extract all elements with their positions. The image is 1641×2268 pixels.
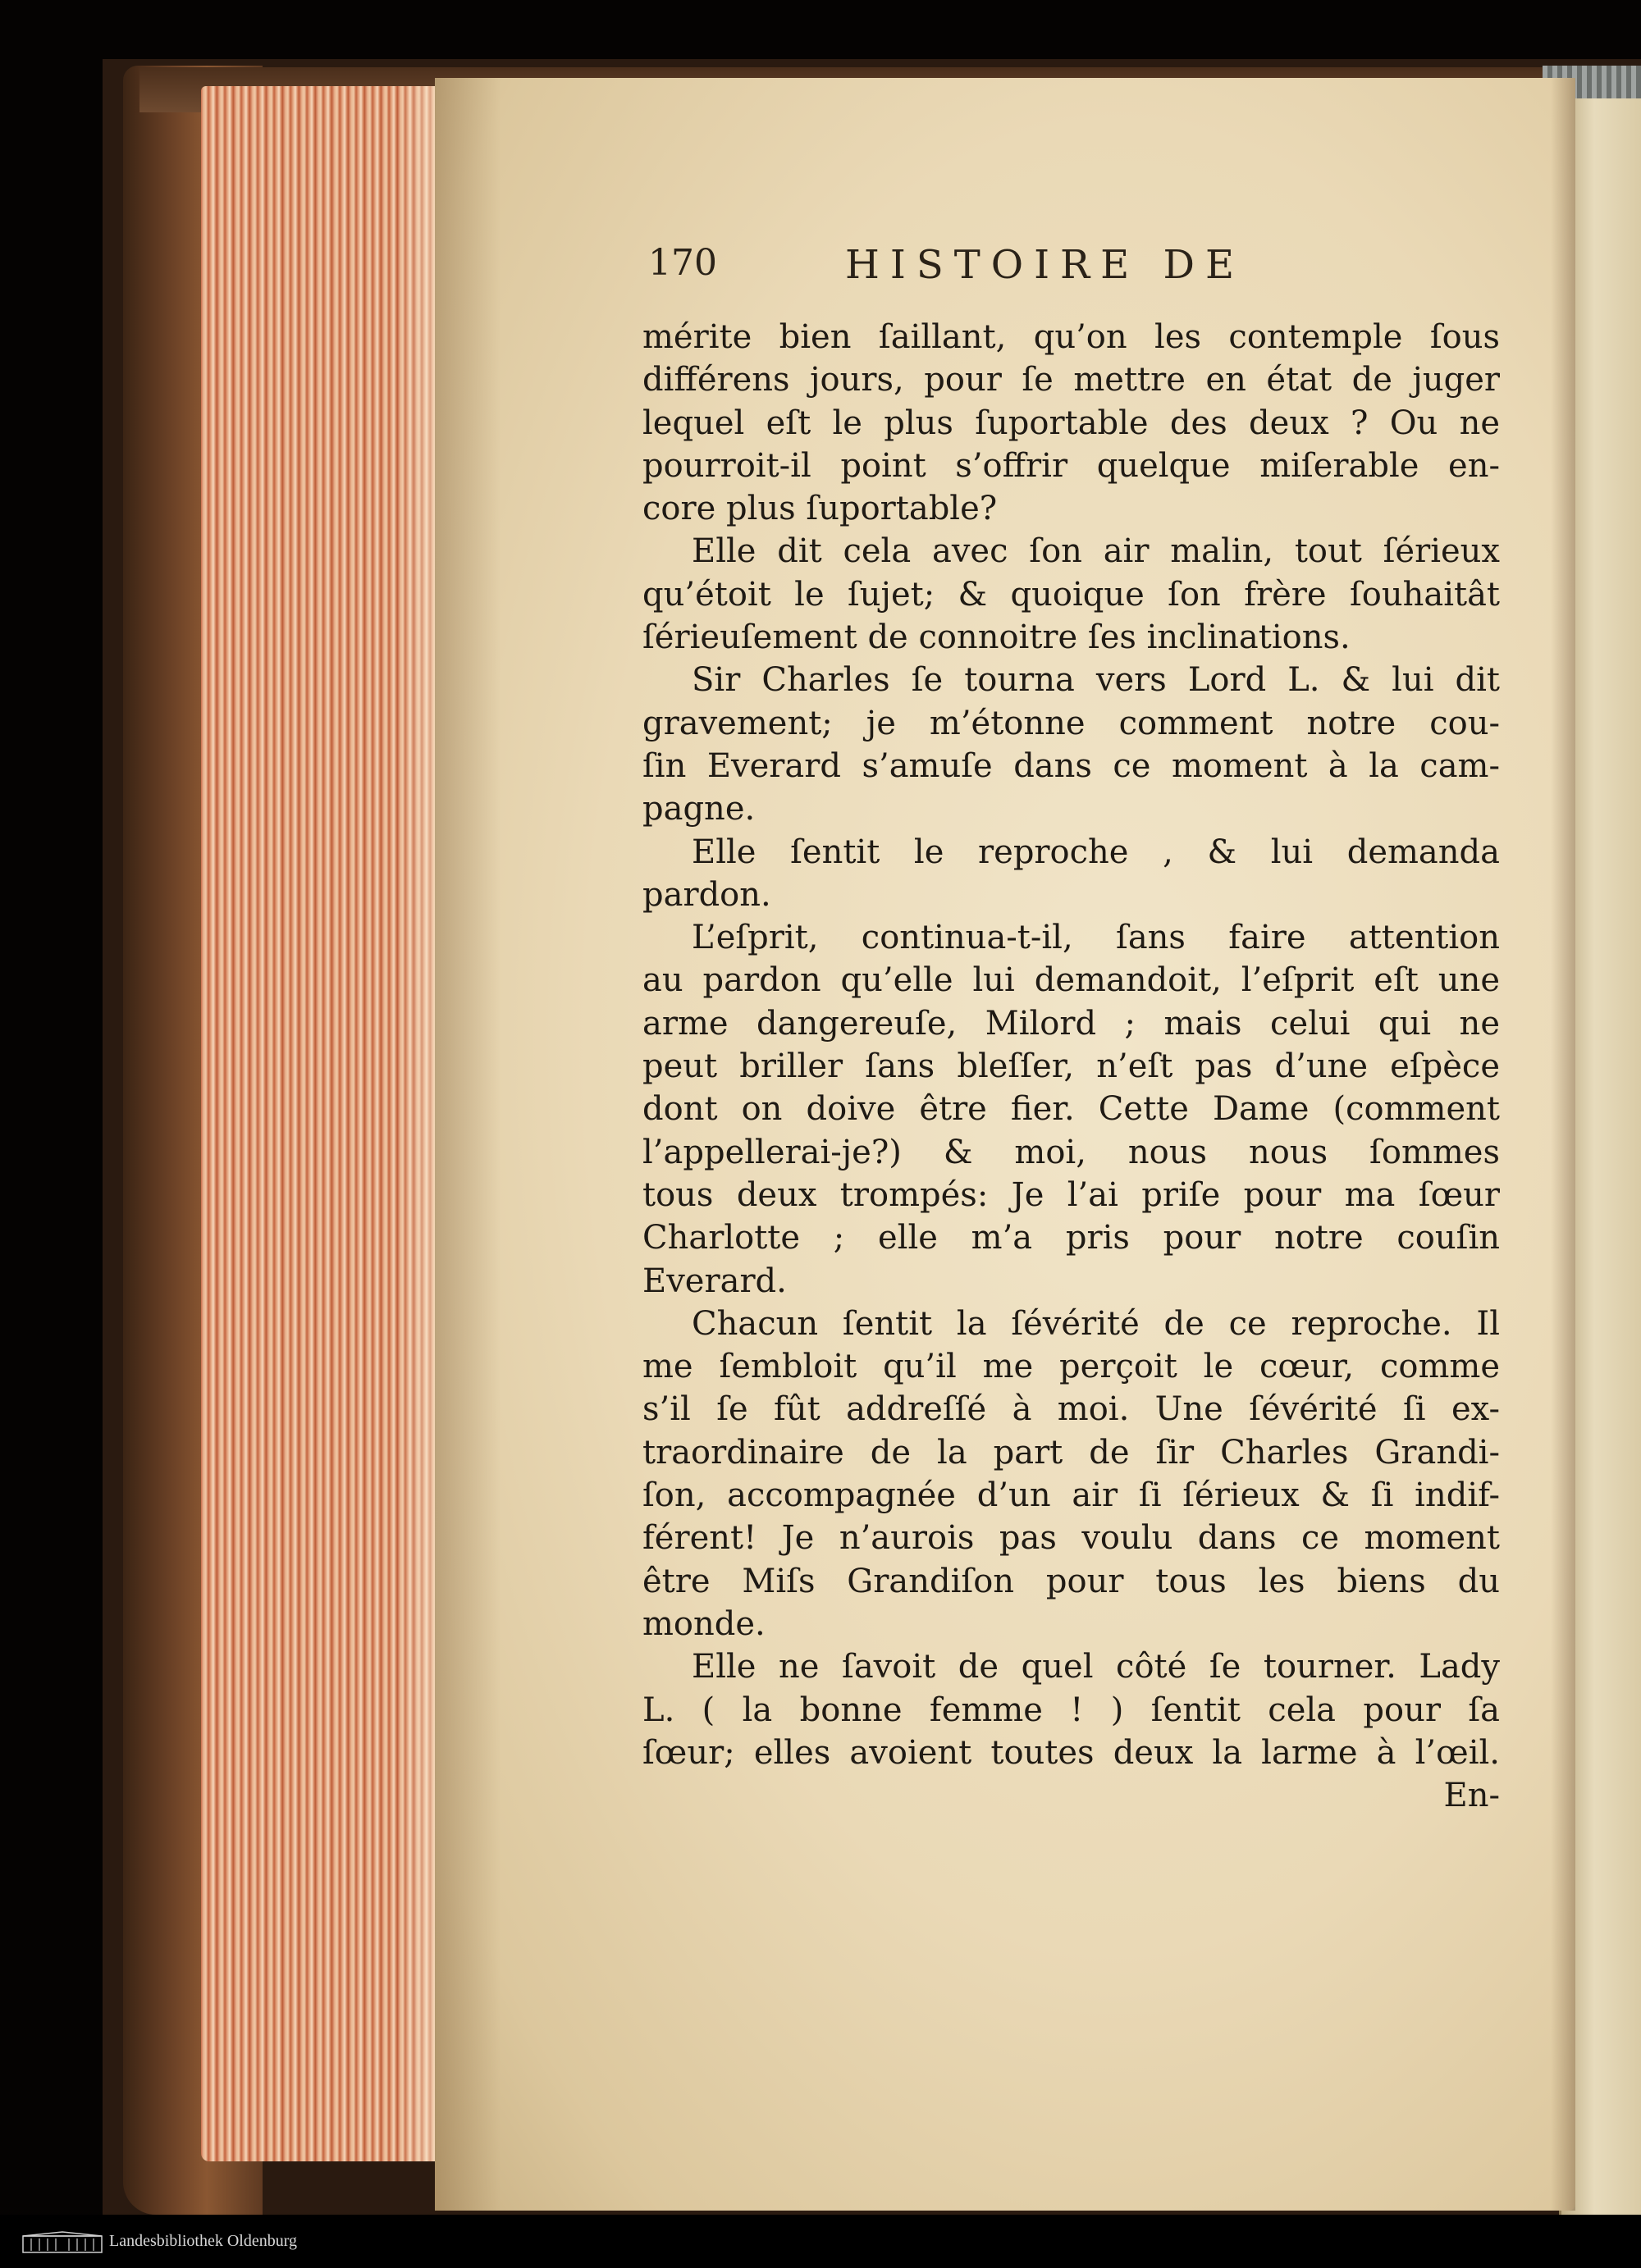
library-building-icon (21, 2231, 103, 2254)
text-line: pagne. (642, 790, 756, 828)
text-line: Charlotte ; elle m’a pris pour notre couſin (642, 1219, 1500, 1257)
text-line: traordinaire de la part de ſir Charles Grandi- (642, 1433, 1500, 1472)
text-line: Elle dit cela avec ſon air malin, tout ſérieux (692, 532, 1500, 571)
text-line: s’il ſe fût addreſſé à moi. Une ſévérité ſi ex- (642, 1390, 1500, 1429)
text-line: peut briller ſans bleſſer, n’eſt pas d’une eſpèce (642, 1047, 1500, 1086)
text-line: core plus ſuportable? (642, 490, 998, 528)
library-name: Landesbibliothek Oldenburg (109, 2232, 298, 2250)
text-line: L. ( la bonne femme ! ) ſentit cela pour ſa (642, 1691, 1500, 1729)
text-line: l’appellerai-je?) & moi, nous nous ſommes (642, 1133, 1500, 1171)
running-title: HISTOIRE DE (845, 242, 1245, 288)
text-line: Elle ne ſavoit de quel côté ſe tourner. Lady (692, 1648, 1500, 1686)
footer-bar (0, 2215, 1641, 2268)
text-line: Elle ſentit le reproche , & lui demanda (692, 833, 1500, 871)
text-line: différens jours, pour ſe mettre en état de juger (642, 361, 1500, 399)
text-line: lequel eſt le plus ſuportable des deux ? Ou ne (642, 404, 1500, 442)
text-line: pourroit-il point s’offrir quelque miſerable en- (642, 446, 1500, 485)
text-line: qu’étoit le ſujet; & quoique ſon frère ſouhaitât (642, 575, 1500, 614)
text-line: Sir Charles ſe tourna vers Lord L. & lui dit (692, 661, 1500, 700)
text-line: pardon. (642, 875, 771, 914)
text-line: être Miſs Grandiſon pour tous les biens du (642, 1562, 1500, 1600)
text-line: mérite bien ſaillant, qu’on les contemple ſous (642, 318, 1500, 356)
text-line: ſérieuſement de connoitre ſes inclinations. (642, 618, 1351, 657)
text-line: Everard. (642, 1262, 787, 1300)
text-line: gravement; je m’étonne comment notre cou- (642, 704, 1500, 742)
text-line: L’eſprit, continua-t-il, ſans faire attention (692, 919, 1500, 957)
catchword: En- (1443, 1777, 1500, 1815)
text-line: Chacun ſentit la ſévérité de ce reproche. Il (692, 1304, 1500, 1343)
page-number: 170 (648, 242, 717, 284)
text-line: ſon, accompagnée d’un air ſi ſérieux & ſi indif- (642, 1476, 1500, 1515)
text-line: me ſembloit qu’il me perçoit le cœur, comme (642, 1348, 1500, 1386)
body-text (642, 316, 1500, 1817)
text-line: dont on doive être fier. Cette Dame (comment (642, 1090, 1500, 1129)
text-line: monde. (642, 1604, 766, 1643)
text-line: tous deux trompés: Je l’ai priſe pour ma ſœur (642, 1175, 1500, 1214)
text-line: férent! Je n’aurois pas voulu dans ce moment (642, 1519, 1500, 1558)
text-line: ſœur; elles avoient toutes deux la larme à l’œil. (642, 1733, 1500, 1772)
text-line: au pardon qu’elle lui demandoit, l’eſprit eſt une (642, 961, 1500, 1000)
running-head (648, 242, 1493, 299)
text-line: ſin Everard s’amuſe dans ce moment à la cam- (642, 746, 1500, 785)
page-edges (201, 86, 447, 2161)
text-line: arme dangereuſe, Milord ; mais celui qui ne (642, 1004, 1500, 1043)
